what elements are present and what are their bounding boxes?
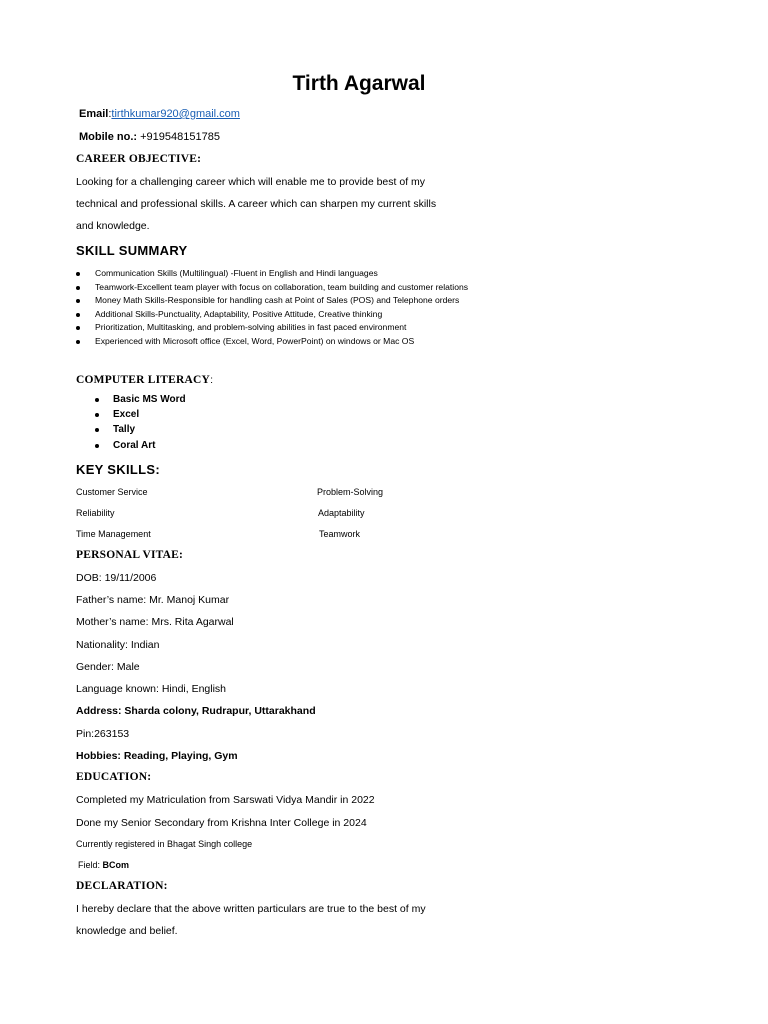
list-item: Excel [95,407,186,422]
bullet-icon [95,413,99,417]
bullet-icon [76,313,80,317]
list-item: Tally [95,422,186,437]
key-skills-heading: KEY SKILLS: [76,462,160,477]
bullet-icon [76,299,80,303]
list-item: Communication Skills (Multilingual) -Fluent in English and Hindi languages [76,267,468,281]
list-item: Basic MS Word [95,392,186,407]
key-skill: Adaptability [318,508,365,518]
declaration-line: I hereby declare that the above written particulars are true to the best of my [76,903,426,915]
bullet-icon [95,428,99,432]
email-line: Email:tirthkumar920@gmail.com [79,108,240,120]
bullet-icon [76,326,80,330]
father-name: Father’s name: Mr. Manoj Kumar [76,594,230,606]
key-skill: Customer Service [76,487,148,497]
education-field: Field: BCom [78,860,130,870]
declaration-heading: DECLARATION: [76,880,168,892]
dob: DOB: 19/11/2006 [76,572,157,584]
list-item: Experienced with Microsoft office (Excel, Word, PowerPoint) on windows or Mac OS [76,335,468,349]
education-heading: EDUCATION: [76,771,152,783]
list-item: Prioritization, Multitasking, and problem-solving abilities in fast paced environment [76,321,468,335]
career-objective-heading: CAREER OBJECTIVE: [76,153,202,165]
mobile-line [79,131,220,143]
mobile-label: Mobile no.: [79,131,138,143]
education-item: Done my Senior Secondary from Krishna Inter College in 2024 [76,817,367,829]
bullet-icon [95,444,99,448]
key-skill: Time Management [76,529,151,539]
mother-name: Mother’s name: Mrs. Rita Agarwal [76,616,234,628]
nationality: Nationality: Indian [76,639,160,651]
hobbies: Hobbies: Reading, Playing, Gym [76,750,238,762]
skill-summary-heading: SKILL SUMMARY [76,243,188,258]
bullet-icon [76,272,80,276]
mobile-number: +919548151785 [137,131,220,143]
gender: Gender: Male [76,661,140,673]
key-skill: Reliability [76,508,115,518]
list-item: Additional Skills-Punctuality, Adaptability, Positive Attitude, Creative thinking [76,308,468,322]
declaration-line: knowledge and belief. [76,925,178,937]
email-link[interactable]: tirthkumar920@gmail.com [111,108,240,120]
objective-line: technical and professional skills. A career which can sharpen my current skills [76,198,437,210]
computer-literacy-heading: COMPUTER LITERACY: [76,374,213,386]
education-item: Currently registered in Bhagat Singh college [76,839,253,849]
list-item: Money Math Skills-Responsible for handling cash at Point of Sales (POS) and Telephone orders [76,294,468,308]
candidate-name: Tirth Agarwal [292,72,426,95]
key-skill: Problem-Solving [317,487,384,497]
bullet-icon [76,340,80,344]
skill-summary-list [76,267,468,349]
email-label: Email [79,108,109,120]
personal-vitae-heading: PERSONAL VITAE: [76,549,184,561]
objective-line: and knowledge. [76,220,150,232]
list-item: Teamwork-Excellent team player with focus on collaboration, team building and customer relations [76,281,468,295]
key-skill: Teamwork [319,529,361,539]
address: Address: Sharda colony, Rudrapur, Uttarakhand [76,705,316,717]
education-item: Completed my Matriculation from Sarswati Vidya Mandir in 2022 [76,794,375,806]
pin: Pin:263153 [76,728,130,740]
bullet-icon [95,398,99,402]
computer-literacy-list [95,392,186,453]
list-item: Coral Art [95,438,186,453]
objective-line: Looking for a challenging career which will enable me to provide best of my [76,176,426,188]
bullet-icon [76,286,80,290]
languages: Language known: Hindi, English [76,683,227,695]
